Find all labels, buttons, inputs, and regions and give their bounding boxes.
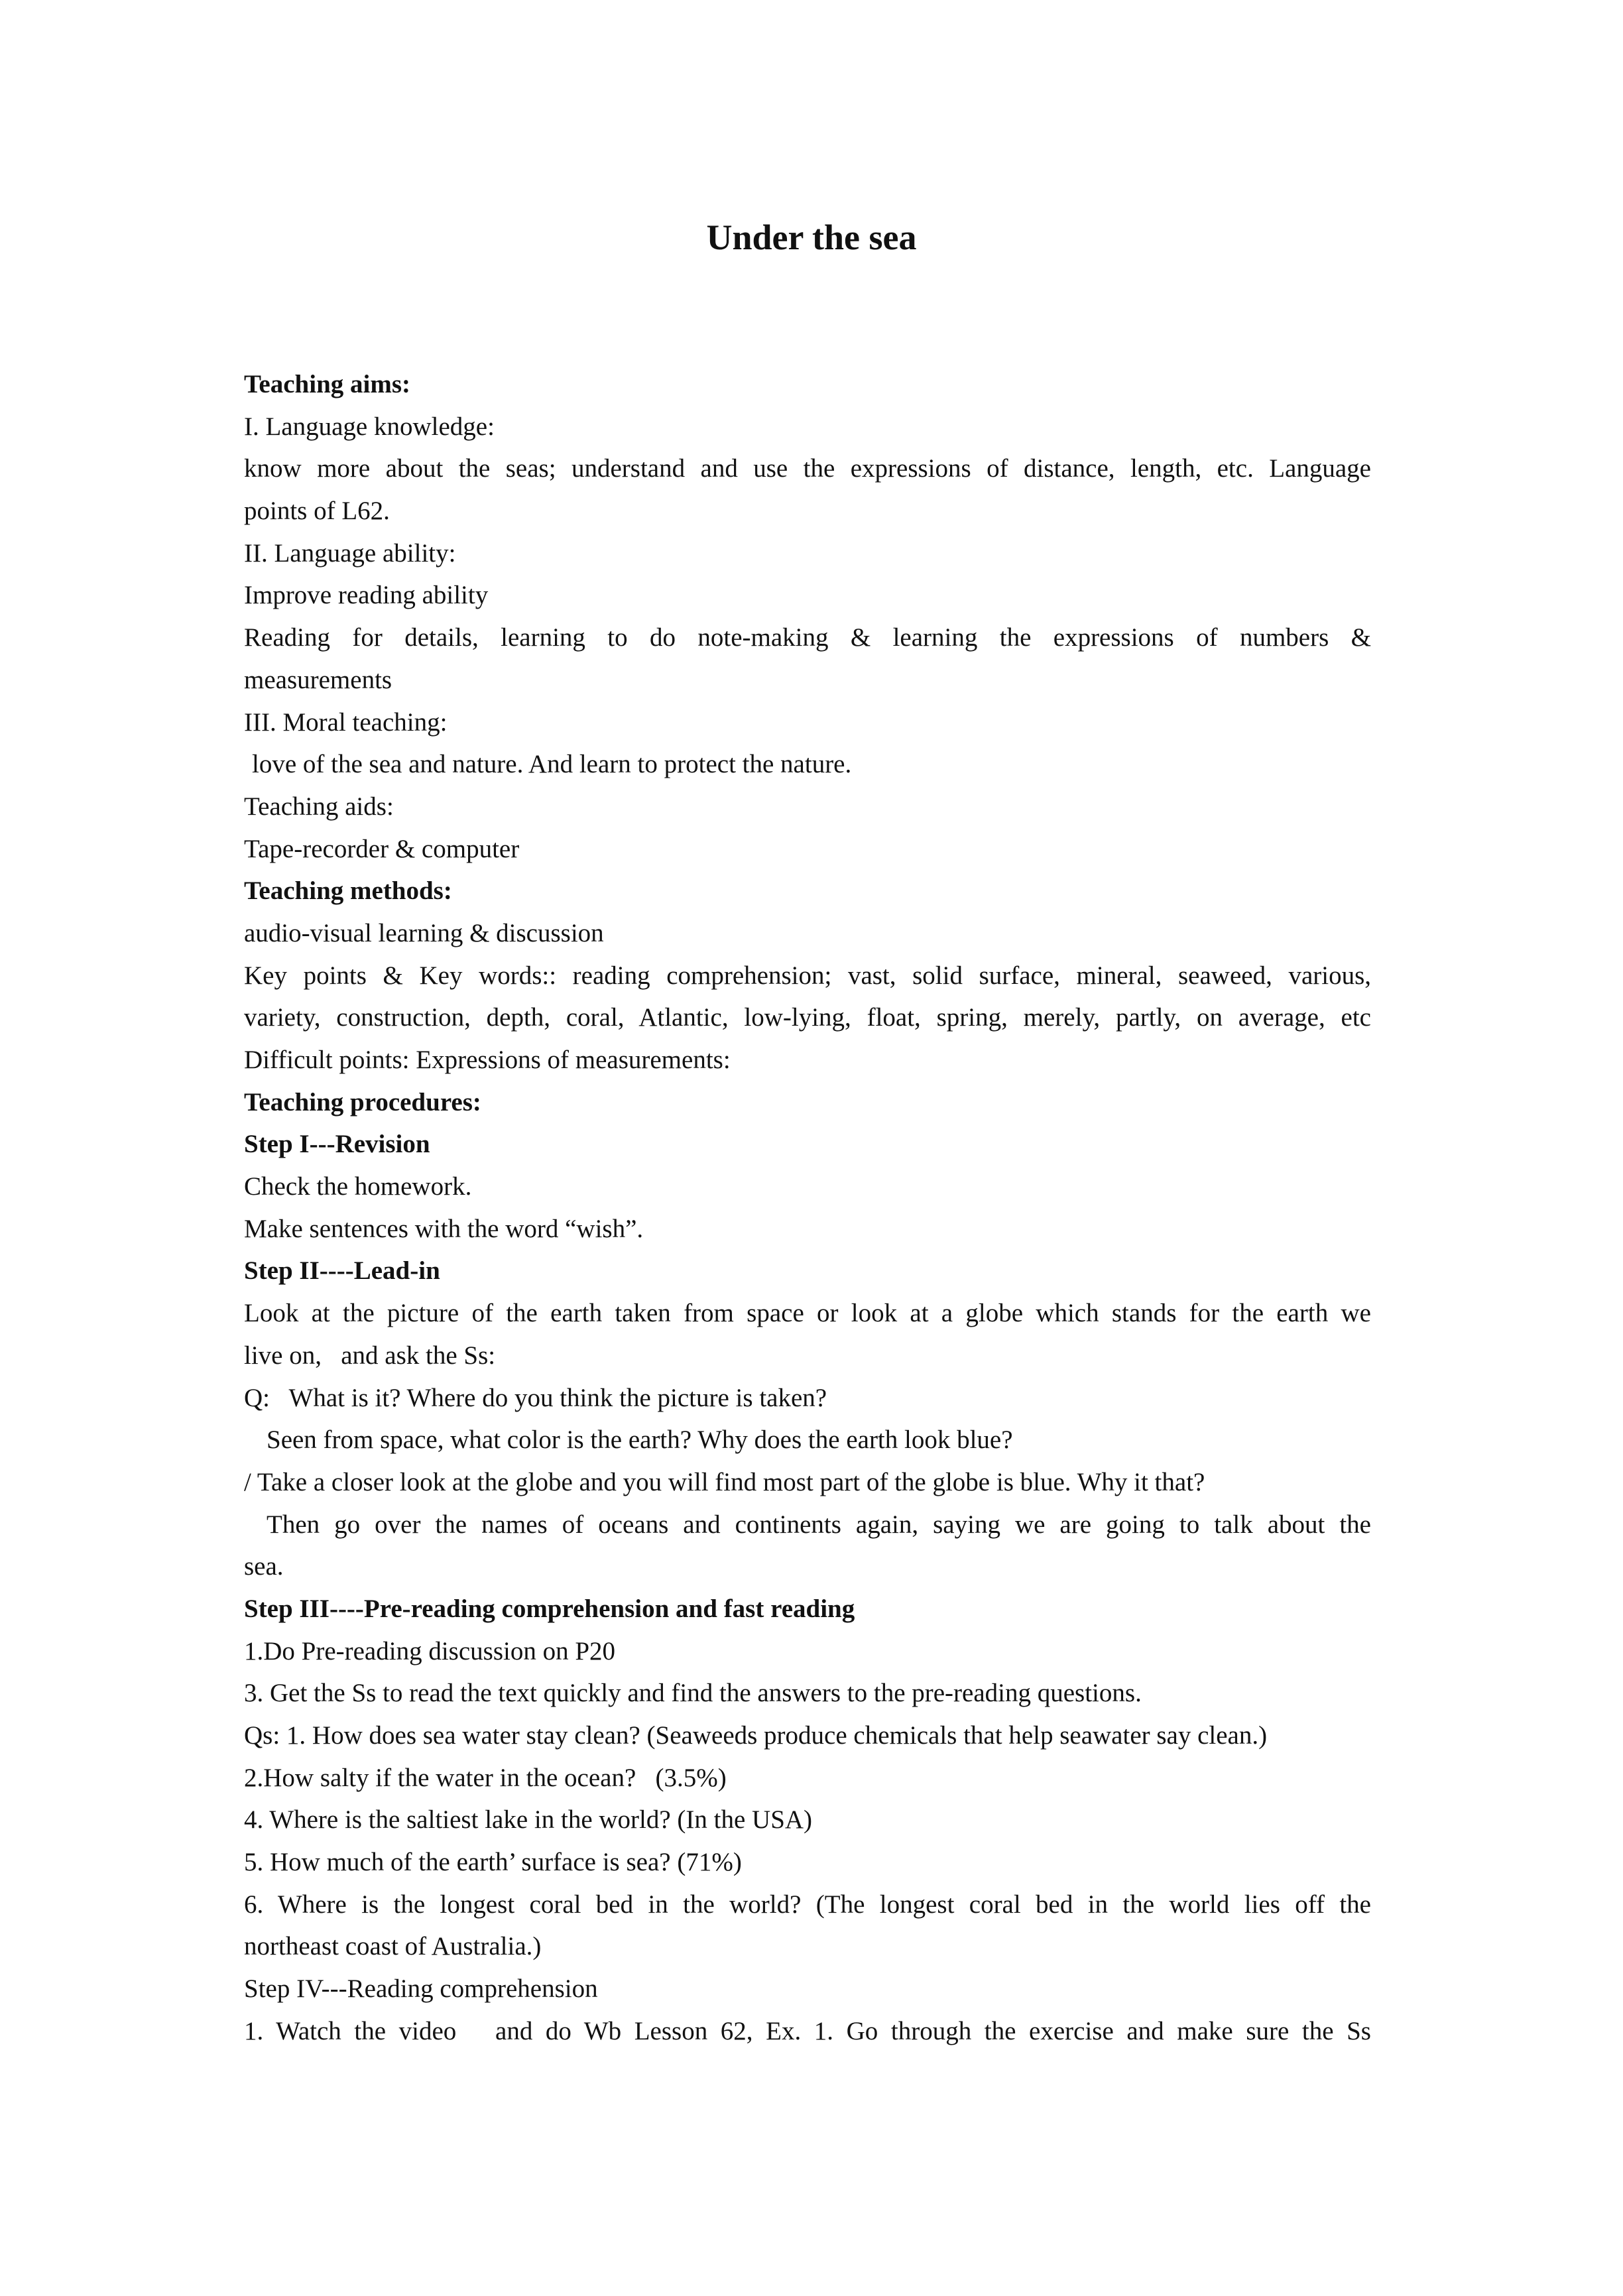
text-line: Improve reading ability [244,581,489,610]
heading-step-2: Step II----Lead-in [244,1256,440,1286]
heading-step-3: Step III----Pre-reading comprehension and fast reading [244,1594,855,1623]
text-line: sea. [244,1552,284,1581]
text-line: 3. Get the Ss to read the text quickly and find the answers to the pre-reading questions. [244,1679,1142,1708]
text-line: Qs: 1. How does sea water stay clean? (Seaweeds produce chemicals that help seawater say clean.) [244,1721,1268,1750]
text-line: Then go over the names of oceans and continents again, saying we are going to talk about the [267,1510,1371,1539]
text-line: Teaching aids: [244,792,394,821]
text-line: II. Language ability: [244,538,456,568]
text-line: Seen from space, what color is the earth? Why does the earth look blue? [267,1425,1013,1455]
text-line: Difficult points: Expressions of measurements: [244,1046,731,1074]
text-line: Look at the picture of the earth taken from space or look at a globe which stands for the earth we [244,1299,1371,1328]
text-line: 1.Do Pre-reading discussion on P20 [244,1636,616,1665]
document-body [244,363,1371,2053]
heading-step-1: Step I---Revision [244,1130,430,1159]
text-line: Make sentences with the word “wish”. [244,1214,644,1243]
text-line: I. Language knowledge: [244,412,495,441]
text-line: 1. Watch the video and do Wb Lesson 62, Ex. 1. Go through the exercise and make sure the Ss [244,2016,1371,2045]
document-title: Under the sea [706,217,917,257]
text-line: Key points & Key words:: reading comprehension; vast, solid surface, mineral, seaweed, various, [244,961,1371,990]
text-line: 5. How much of the earth’ surface is sea? (71%) [244,1848,742,1877]
text-line: northeast coast of Australia.) [244,1932,542,1961]
text-line: 6. Where is the longest coral bed in the world? (The longest coral bed in the world lies off the [244,1890,1371,1919]
text-line: / Take a closer look at the globe and you will find most part of the globe is blue. Why it that? [244,1467,1205,1496]
heading-teaching-procedures: Teaching procedures: [244,1087,481,1117]
text-line: 2.How salty if the water in the ocean? (3.5%) [244,1763,727,1792]
text-line: III. Moral teaching: [244,707,448,737]
text-line: Tape-recorder & computer [244,834,520,863]
text-line: love of the sea and nature. And learn to protect the nature. [252,750,852,779]
text-line: audio-visual learning & discussion [244,918,604,947]
text-line: 4. Where is the saltiest lake in the world? (In the USA) [244,1805,813,1835]
text-line: measurements [244,665,392,694]
heading-teaching-methods: Teaching methods: [244,876,452,906]
text-line: variety, construction, depth, coral, Atlantic, low-lying, float, spring, merely, partly, on average, etc [244,1003,1371,1032]
text-line: points of L62. [244,497,390,526]
heading-step-4: Step IV---Reading comprehension [244,1974,598,2004]
text-line: Reading for details, learning to do note-making & learning the expressions of numbers & [244,623,1371,652]
text-line: live on, and ask the Ss: [244,1341,496,1370]
text-line: know more about the seas; understand and use the expressions of distance, length, etc. Language [244,454,1371,483]
heading-teaching-aims: Teaching aims: [244,370,411,398]
text-line: Check the homework. [244,1172,472,1201]
text-line: Q: What is it? Where do you think the picture is taken? [244,1383,827,1412]
